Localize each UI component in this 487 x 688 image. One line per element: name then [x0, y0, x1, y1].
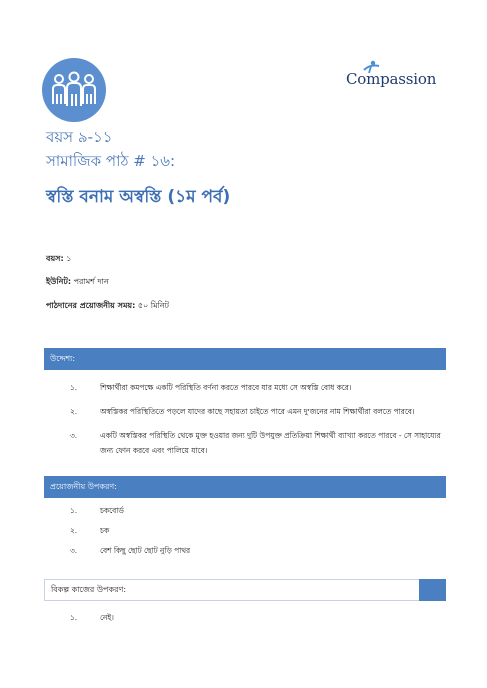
meta-unit-label: ইউনিট:: [46, 277, 72, 286]
list-number: ৩.: [70, 546, 78, 555]
meta-time: [46, 300, 169, 313]
meta-unit-value: পরামর্শ দান: [73, 277, 109, 286]
objectives-heading: উদ্দেশ্য:: [50, 353, 76, 363]
materials-heading: প্রয়োজনীয় উপকরণ:: [50, 481, 117, 491]
age-range-heading: বয়স ৯-১১: [46, 128, 113, 146]
list-item: [70, 505, 446, 517]
meta-time-label: পাঠদানের প্রয়োজনীয় সময়:: [46, 301, 136, 310]
list-text: অস্বস্তিকর পরিস্থিতিতে পড়লে যাদের কাছে সহায়তা চাইতে পারে এমন দু'জনের নাম শিক্ষার্থীরা বলতে পারবে।: [100, 407, 415, 416]
list-number: ২.: [70, 526, 78, 535]
lesson-number-heading: সামাজিক পাঠ # ১৬:: [46, 152, 176, 170]
alternative-heading: বিকল্প কাজের উপকরণ:: [51, 584, 127, 594]
list-number: ৩.: [70, 431, 78, 440]
list-number: ২.: [70, 407, 78, 416]
list-text: বেশ কিছু ছোট ছোট নুড়ি পাথর: [100, 546, 191, 555]
list-text: শিক্ষার্থীরা কমপক্ষে একটি পরিস্থিতি বর্ণনা করতে পারবে যার মধ্যে সে অস্বস্তি বোধ করে।: [100, 383, 352, 392]
objectives-header: [44, 348, 446, 370]
lesson-title: স্বস্তি বনাম অস্বস্তি (১ম পর্ব): [46, 187, 231, 207]
list-text: নেই।: [100, 613, 114, 622]
objectives-list: [70, 380, 446, 467]
list-number: ১.: [70, 506, 78, 515]
list-item: [70, 404, 446, 419]
alternative-materials-header: [44, 579, 446, 601]
list-text: চকবোর্ড: [100, 506, 124, 515]
list-text: একটি অস্বস্তিকর পরিস্থিতি থেকে মুক্ত হওয়ার জন্য দুটি উপযুক্ত প্রতিক্রিয়া শিক্ষার্থী ব্যাখ্যা করতে পারবে - সে সাহায্যের জন্য ফোন করবে এবং পালিয়ে যাবে।: [100, 431, 441, 455]
list-item: [70, 525, 446, 537]
list-number: ১.: [70, 383, 78, 392]
alternative-materials-list: [70, 612, 446, 624]
list-item: [70, 428, 446, 458]
meta-unit: [46, 276, 109, 289]
list-text: চক: [100, 526, 110, 535]
age-group-badge: [42, 58, 106, 122]
materials-list: [70, 505, 446, 565]
materials-header: [44, 476, 446, 498]
meta-time-value: ৫০ মিনিট: [137, 301, 169, 310]
meta-age: [46, 253, 71, 266]
list-item: [70, 612, 446, 624]
meta-age-label: বয়স:: [46, 254, 64, 263]
list-number: ১.: [70, 613, 78, 622]
logo-wordmark: Compassion: [346, 70, 437, 88]
meta-age-value: ১: [66, 254, 72, 263]
people-group-icon: [42, 58, 106, 122]
list-item: [70, 545, 446, 557]
list-item: [70, 380, 446, 395]
compassion-logo: [346, 60, 446, 96]
